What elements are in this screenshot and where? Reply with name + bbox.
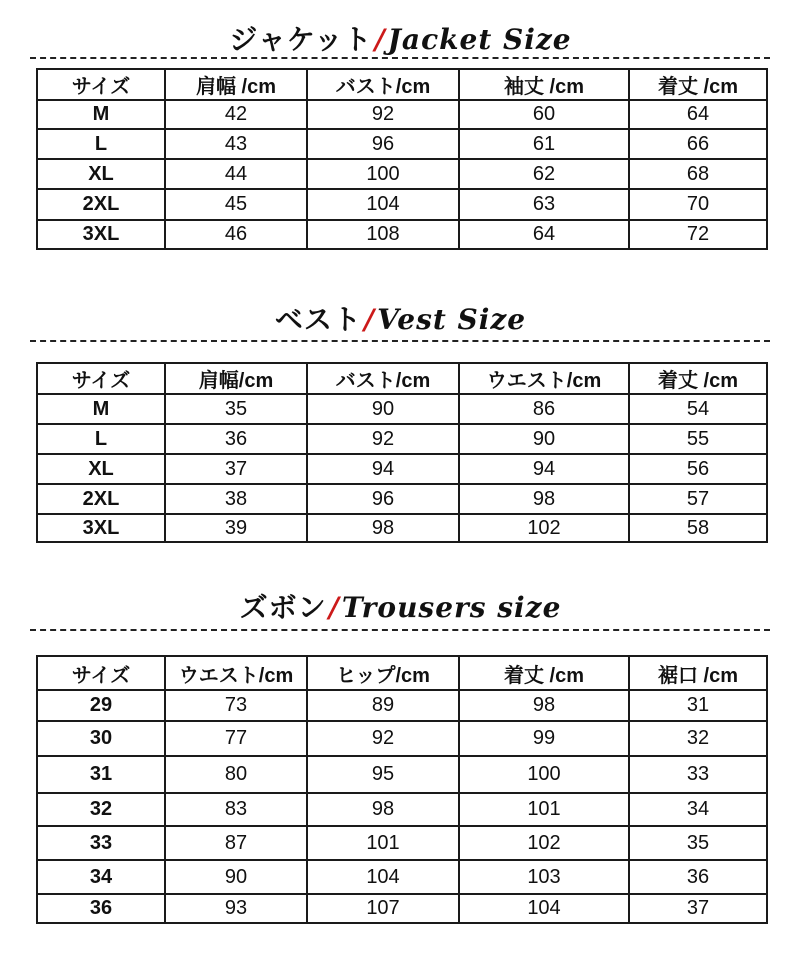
measurement-cell: 68: [629, 159, 767, 189]
measurement-cell: 56: [629, 454, 767, 484]
measurement-cell: 72: [629, 220, 767, 249]
size-cell: 32: [37, 793, 165, 826]
measurement-cell: 32: [629, 721, 767, 756]
measurement-cell: 39: [165, 514, 307, 542]
measurement-cell: 37: [165, 454, 307, 484]
measurement-cell: 35: [165, 394, 307, 424]
size-cell: M: [37, 100, 165, 129]
table-row: [37, 424, 767, 454]
size-cell: 2XL: [37, 189, 165, 220]
header-row: [37, 69, 767, 100]
table-row: [37, 189, 767, 220]
measurement-cell: 94: [459, 454, 629, 484]
measurement-cell: 86: [459, 394, 629, 424]
measurement-cell: 55: [629, 424, 767, 454]
measurement-cell: 104: [459, 894, 629, 923]
column-header: 肩幅/cm: [165, 363, 307, 394]
title-slash: /: [374, 23, 386, 56]
table-row: [37, 894, 767, 923]
table-row: [37, 514, 767, 542]
jacket-title-en: Jacket Size: [387, 23, 572, 56]
measurement-cell: 46: [165, 220, 307, 249]
trousers-size-table: [36, 655, 768, 924]
trousers-title-en: Trousers size: [341, 591, 562, 624]
column-header: ウエスト/cm: [165, 656, 307, 690]
column-header: バスト/cm: [307, 69, 459, 100]
measurement-cell: 38: [165, 484, 307, 514]
measurement-cell: 34: [629, 793, 767, 826]
measurement-cell: 60: [459, 100, 629, 129]
measurement-cell: 87: [165, 826, 307, 860]
table-row: [37, 394, 767, 424]
measurement-cell: 83: [165, 793, 307, 826]
table-row: [37, 129, 767, 159]
measurement-cell: 36: [165, 424, 307, 454]
measurement-cell: 90: [307, 394, 459, 424]
size-cell: 29: [37, 690, 165, 721]
measurement-cell: 73: [165, 690, 307, 721]
measurement-cell: 62: [459, 159, 629, 189]
table-row: [37, 484, 767, 514]
measurement-cell: 57: [629, 484, 767, 514]
measurement-cell: 101: [307, 826, 459, 860]
size-cell: 30: [37, 721, 165, 756]
table-row: [37, 793, 767, 826]
table-row: [37, 100, 767, 129]
table-row: [37, 756, 767, 793]
size-cell: XL: [37, 159, 165, 189]
vest-title-en: Vest Size: [377, 303, 527, 336]
size-cell: 3XL: [37, 514, 165, 542]
measurement-cell: 102: [459, 514, 629, 542]
measurement-cell: 100: [459, 756, 629, 793]
column-header: 裾口 /cm: [629, 656, 767, 690]
measurement-cell: 80: [165, 756, 307, 793]
table-row: [37, 860, 767, 894]
column-header: サイズ: [37, 656, 165, 690]
measurement-cell: 102: [459, 826, 629, 860]
measurement-cell: 96: [307, 129, 459, 159]
column-header: 着丈 /cm: [629, 363, 767, 394]
header-row: [37, 363, 767, 394]
trousers-divider: [30, 629, 770, 631]
column-header: 肩幅 /cm: [165, 69, 307, 100]
measurement-cell: 90: [459, 424, 629, 454]
measurement-cell: 92: [307, 721, 459, 756]
measurement-cell: 103: [459, 860, 629, 894]
measurement-cell: 35: [629, 826, 767, 860]
trousers-title: [0, 586, 801, 626]
measurement-cell: 58: [629, 514, 767, 542]
measurement-cell: 66: [629, 129, 767, 159]
measurement-cell: 44: [165, 159, 307, 189]
table-row: [37, 454, 767, 484]
vest-divider: [30, 340, 770, 342]
size-cell: M: [37, 394, 165, 424]
measurement-cell: 89: [307, 690, 459, 721]
measurement-cell: 98: [307, 514, 459, 542]
measurement-cell: 77: [165, 721, 307, 756]
column-header: 袖丈 /cm: [459, 69, 629, 100]
vest-title: [0, 298, 801, 338]
measurement-cell: 104: [307, 860, 459, 894]
size-cell: 33: [37, 826, 165, 860]
column-header: ヒップ/cm: [307, 656, 459, 690]
column-header: サイズ: [37, 363, 165, 394]
size-cell: 3XL: [37, 220, 165, 249]
table-row: [37, 721, 767, 756]
vest-title-jp: ベスト: [274, 303, 362, 336]
size-cell: 2XL: [37, 484, 165, 514]
measurement-cell: 107: [307, 894, 459, 923]
column-header: サイズ: [37, 69, 165, 100]
measurement-cell: 101: [459, 793, 629, 826]
measurement-cell: 37: [629, 894, 767, 923]
measurement-cell: 108: [307, 220, 459, 249]
size-cell: 31: [37, 756, 165, 793]
column-header: 着丈 /cm: [459, 656, 629, 690]
measurement-cell: 98: [459, 484, 629, 514]
measurement-cell: 70: [629, 189, 767, 220]
measurement-cell: 104: [307, 189, 459, 220]
measurement-cell: 42: [165, 100, 307, 129]
measurement-cell: 43: [165, 129, 307, 159]
measurement-cell: 93: [165, 894, 307, 923]
measurement-cell: 100: [307, 159, 459, 189]
measurement-cell: 92: [307, 424, 459, 454]
size-cell: XL: [37, 454, 165, 484]
measurement-cell: 36: [629, 860, 767, 894]
measurement-cell: 92: [307, 100, 459, 129]
measurement-cell: 90: [165, 860, 307, 894]
measurement-cell: 54: [629, 394, 767, 424]
measurement-cell: 95: [307, 756, 459, 793]
measurement-cell: 33: [629, 756, 767, 793]
trousers-title-jp: ズボン: [239, 591, 327, 624]
column-header: ウエスト/cm: [459, 363, 629, 394]
table-row: [37, 220, 767, 249]
column-header: バスト/cm: [307, 363, 459, 394]
size-cell: L: [37, 424, 165, 454]
measurement-cell: 63: [459, 189, 629, 220]
size-cell: L: [37, 129, 165, 159]
measurement-cell: 64: [459, 220, 629, 249]
table-row: [37, 159, 767, 189]
size-cell: 34: [37, 860, 165, 894]
title-slash: /: [328, 591, 340, 624]
measurement-cell: 61: [459, 129, 629, 159]
measurement-cell: 64: [629, 100, 767, 129]
jacket-title: [0, 18, 801, 58]
jacket-divider: [30, 57, 770, 59]
table-row: [37, 826, 767, 860]
measurement-cell: 96: [307, 484, 459, 514]
measurement-cell: 98: [459, 690, 629, 721]
measurement-cell: 99: [459, 721, 629, 756]
measurement-cell: 31: [629, 690, 767, 721]
vest-size-table: [36, 362, 768, 543]
table-row: [37, 690, 767, 721]
header-row: [37, 656, 767, 690]
column-header: 着丈 /cm: [629, 69, 767, 100]
measurement-cell: 45: [165, 189, 307, 220]
measurement-cell: 98: [307, 793, 459, 826]
size-cell: 36: [37, 894, 165, 923]
measurement-cell: 94: [307, 454, 459, 484]
title-slash: /: [363, 303, 376, 336]
jacket-title-jp: ジャケット: [229, 23, 373, 56]
jacket-size-table: [36, 68, 768, 250]
